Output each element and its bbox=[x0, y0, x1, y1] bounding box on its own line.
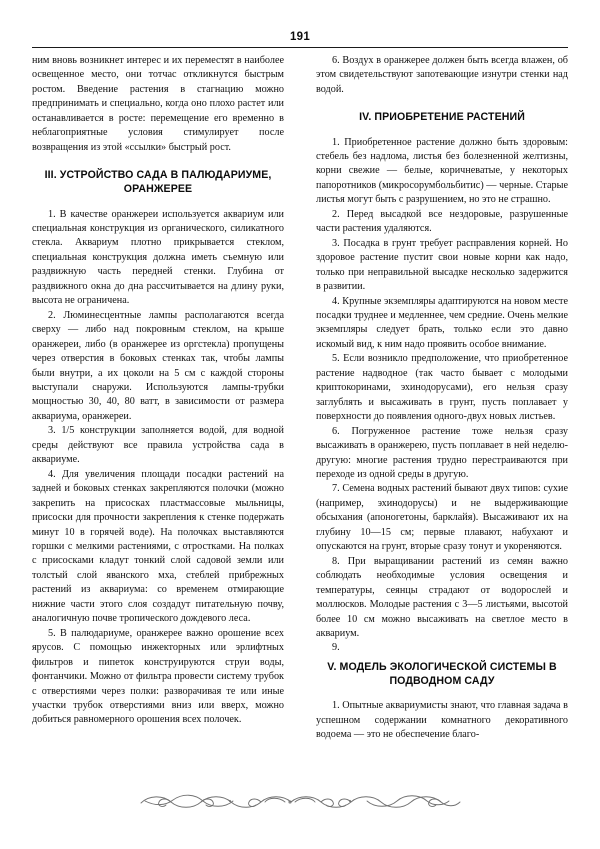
list-item: 5. Если возникло предположение, что приобретенное растение надводное (так часто бывает с молодыми криптокоринами, эхинодорусами), его нельзя сразу заглублять и высаживать в грунт, пусть поплавает у поверхности до появления одного-двух новых листьев. bbox=[316, 353, 568, 423]
list-item: 7. Семена водных растений бывают двух типов: сухие (например, эхинодорусы) и не выдерживающие обсыхания (апоногетоны, барклайя). Высаживают их на глубину 10—15 см; первые плавают, набухают и опускаются на грунт, вторые сразу тонут и укореняются. bbox=[316, 483, 568, 553]
page-number: 191 bbox=[289, 31, 311, 43]
header-divider-rule bbox=[32, 47, 568, 48]
list-item: 4. Для увеличения площади посадки растений на задней и боковых стенках закрепляются полочки (можно закрепить на присосках пластмассовые мыльницы, присоски для прочности закрепления к стенке подержать минут 10 в горячей воде). На полочках выставляются горшки с мелкими растениями, с отростками. На полках с присосками кладут тонкий слой садовой земли или толстый слой яванского мха, стеблей прибрежных растений из аквариума: со временем отмирающие нижние части этого слоя создадут питательную почву, аналогичную почве тропического дождевого леса. bbox=[32, 468, 284, 625]
list-item: 3. 1/5 конструкции заполняется водой, для водной среды действуют все правила устройства сада в аквариуме. bbox=[32, 425, 284, 466]
list-item: 4. Крупные экземпляры адаптируются на новом месте посадки труднее и медленнее, чем средние. Очень мелкие экземпляры следует брать, только если это давно искомый вид, к ним надо проявить особое внимание. bbox=[316, 295, 568, 350]
list-item: 9. bbox=[332, 642, 340, 654]
floral-divider-ornament bbox=[0, 789, 600, 815]
list-item: 3. Посадка в грунт требует расправления корней. Но здоровое растение пустит свои новые корни как надо, только при неправильной высадке несколько задержится в развитии. bbox=[316, 237, 568, 293]
section-heading-5: V. МОДЕЛЬ ЭКОЛОГИЧЕСКОЙ СИСТЕМЫ В ПОДВОДНОМ САДУ bbox=[327, 660, 557, 688]
two-column-body bbox=[32, 54, 568, 794]
list-item: 6. Воздух в оранжерее должен быть всегда влажен, об этом свидетельствуют запотевающие изнутри стенки над водой. bbox=[316, 55, 568, 95]
list-item: 2. Люминесцентные лампы располагаются всегда сверху — либо над покровным стеклом, на крыше оранжереи, либо (в оранжерее из оргстекла) пропущены через отверстия в боковых стенках так, чтобы лампы были внутри, а их цоколи на 5 см с каждой стороны выступали снаружи. Используются лампы-трубки мощностью 30, 40, 80 ватт, в зависимости от размера аквариума, оранжереи. bbox=[32, 309, 284, 422]
paragraph: ним вновь возникнет интерес и их переместят в наиболее освещенное место, они тотчас откликнутся быстрым ростом. Введение растения в стагнацию можно предпринимать и специально, когда оно плохо растет или останавливается в росте: перемещение его временно в неблагоприятные условия стимулирует после возвращения из этой «ссылки» быстрый рост. bbox=[32, 55, 284, 153]
section-heading-4: IV. ПРИОБРЕТЕНИЕ РАСТЕНИЙ bbox=[359, 111, 525, 124]
list-item: 2. Перед высадкой все нездоровые, разрушенные части растения удаляются. bbox=[316, 208, 568, 235]
left-column bbox=[32, 54, 284, 794]
list-item: 5. В палюдариуме, оранжерее важно орошение всех ярусов. С помощью инжекторных или эрлифтных фильтров и пипеток конструируются струи воды, фонтанчики. Можно от фильтра провести систему трубок с отверстиями через полки: разворачивая те или иные участки трубок отверстиями вниз или вверх, можно добиться равномерного орошения всех полочек. bbox=[32, 627, 284, 726]
list-item: 1. Опытные аквариумисты знают, что главная задача в успешном содержании комнатного декоративного водоема — это не обеспечение благо- bbox=[316, 700, 568, 741]
section-heading-3: III. УСТРОЙСТВО САДА В ПАЛЮДАРИУМЕ, ОРАНЖЕРЕЕ bbox=[44, 169, 272, 196]
list-item: 1. Приобретенное растение должно быть здоровым: стебель без надлома, листья без болезненной желтизны, корни свежие — белые, коричневатые, у некоторых папоротников (микросорумбольбитис) — черные. Старые листья могут быть с разрушением, но это не страшно. bbox=[316, 136, 568, 206]
list-item: 8. При выращивании растений из семян важно соблюдать необходимые условия освещения и температуры, сеянцы страдают от водорослей и моллюсков. Молодые растения с 3—5 листьями, высотой более 10 см можно высаживать на светлое место в аквариум. bbox=[316, 555, 568, 639]
list-item: 1. В качестве оранжереи используется аквариум или специальная конструкция из органического, силикатного стекла. Аквариум плотно прикрывается стеклом, специальная конструкция должна иметь съемную или раздвижную часть передней стенки. Глубина от раздвижного окна до дна рассчитывается на длину руки, высота не ограничена. bbox=[32, 208, 284, 307]
list-item: 6. Погруженное растение тоже нельзя сразу высаживать в оранжерею, пусть поплавает в ней неделю-другую: многие растения трудно перестраиваются при переходе из одной среды в другую. bbox=[316, 425, 568, 480]
page-header bbox=[32, 30, 568, 56]
right-column bbox=[316, 54, 568, 794]
